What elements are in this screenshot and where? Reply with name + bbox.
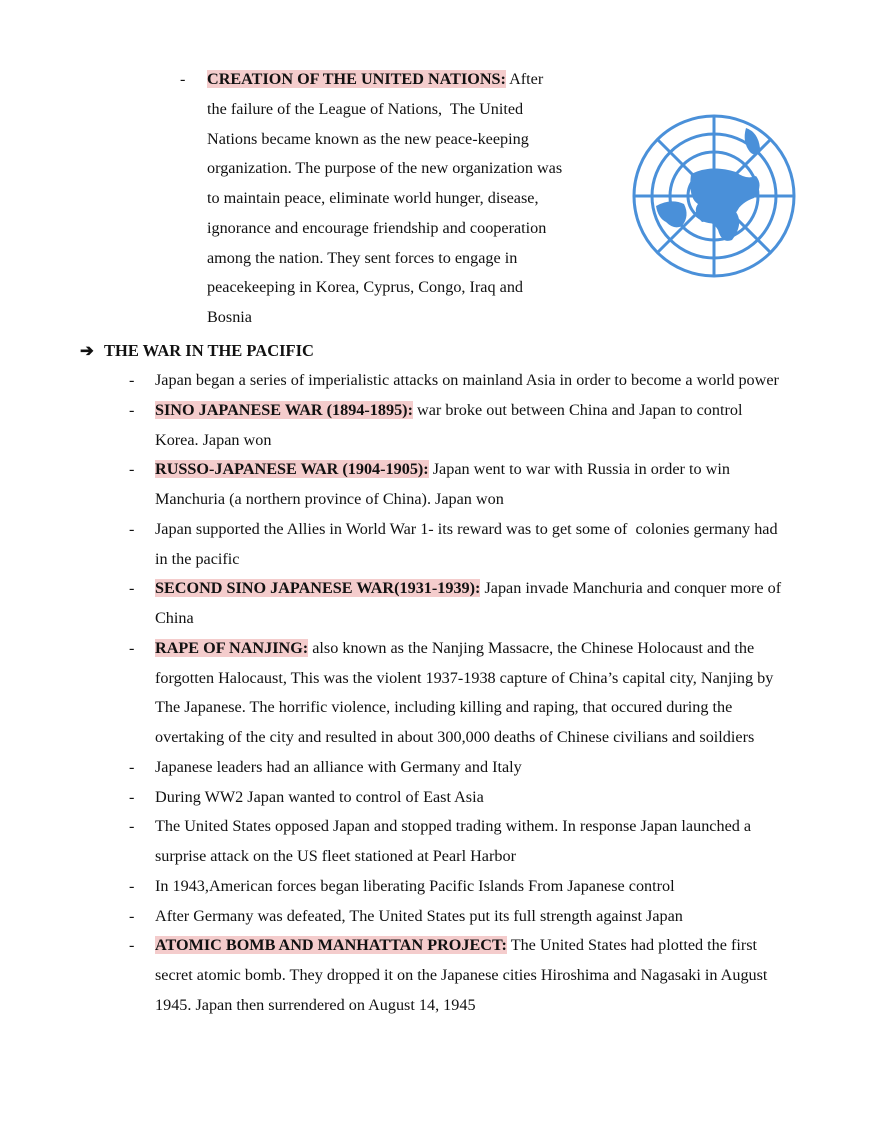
text-line: [0, 545, 880, 575]
line-text: overtaking of the city and resulted in about 300,000 deaths of Chinese civilians and soildiers: [155, 728, 755, 746]
line-text: Japan went to war with Russia in order to win: [428, 460, 730, 479]
list-item: [0, 366, 880, 396]
list-item: [0, 783, 880, 813]
bullet-dash: -: [129, 460, 135, 479]
bullet-dash: -: [129, 817, 135, 836]
line-text: forgotten Halocaust, This was the violent 1937-1938 capture of China’s capital city, Nanjing by: [155, 668, 774, 687]
text-line: [0, 65, 600, 95]
line-text: Japan invade Manchuria and conquer more of: [480, 579, 782, 598]
line-text: Korea. Japan won: [155, 430, 272, 449]
text-line: [0, 426, 880, 456]
bullet-dash: -: [129, 371, 135, 389]
line-text: war broke out between China and Japan to control: [412, 400, 743, 419]
line-text: Nations became known as the new peace-keeping: [207, 129, 529, 148]
text-line: [0, 95, 600, 125]
text-line: [0, 485, 880, 515]
line-text: Japan supported the Allies in World War 1- its reward was to get some of colonies germany had: [155, 519, 778, 538]
text-line: [0, 604, 880, 634]
text-line: [0, 303, 600, 333]
highlighted-term: SINO JAPANESE WAR (1894-1895):: [155, 400, 413, 419]
line-text: The Japanese. The horrific violence, including killing and raping, that occured during the: [155, 698, 733, 717]
text-line: [0, 125, 600, 155]
line-text: surprise attack on the US fleet stationed at Pearl Harbor: [155, 847, 516, 865]
list-item: [0, 574, 880, 634]
line-text: peacekeeping in Korea, Cyprus, Congo, Iraq and: [207, 278, 524, 297]
list-item: [0, 931, 880, 1020]
bullet-dash: -: [129, 757, 135, 776]
line-text: After Germany was defeated, The United States put its full strength against Japan: [155, 906, 683, 925]
bullet-dash: -: [180, 70, 186, 88]
line-text: In 1943,American forces began liberating Pacific Islands From Japanese control: [155, 876, 675, 895]
line-text: During WW2 Japan wanted to control of East Asia: [155, 787, 484, 806]
line-text: 1945. Japan then surrendered on August 14, 1945: [155, 995, 476, 1014]
section-heading-text: THE WAR IN THE PACIFIC: [104, 341, 314, 360]
line-text: in the pacific: [155, 549, 240, 568]
united-nations-emblem-icon: [596, 96, 832, 296]
line-text: organization. The purpose of the new organization was: [207, 159, 563, 178]
line-text: The United States had plotted the first: [506, 936, 758, 955]
text-line: [0, 842, 880, 872]
line-text: Manchuria (a northern province of China). Japan won: [155, 490, 504, 508]
list-item: [0, 396, 880, 456]
line-text: the failure of the League of Nations, The United: [207, 99, 524, 118]
line-text: to maintain peace, eliminate world hunger, disease,: [207, 189, 539, 207]
highlighted-term: RAPE OF NANJING:: [155, 638, 309, 657]
arrow-right-icon: ➔: [80, 341, 94, 360]
bullet-dash: -: [129, 638, 135, 657]
line-text: Bosnia: [207, 308, 252, 326]
line-text: The United States opposed Japan and stopped trading withem. In response Japan launched a: [155, 817, 752, 836]
line-text: also known as the Nanjing Massacre, the Chinese Holocaust and the: [308, 638, 755, 657]
text-line: [0, 723, 880, 753]
text-line: [0, 214, 600, 244]
bullet-dash: -: [129, 579, 135, 598]
line-text: secret atomic bomb. They dropped it on the Japanese cities Hiroshima and Nagasaki in August: [155, 966, 768, 984]
bullet-dash: -: [129, 400, 135, 419]
list-item: [0, 872, 880, 902]
highlighted-term: ATOMIC BOMB AND MANHATTAN PROJECT:: [155, 936, 507, 955]
list-item: [0, 753, 880, 783]
list-item: [0, 515, 880, 575]
text-line: [0, 961, 880, 991]
highlighted-term: SECOND SINO JAPANESE WAR(1931-1939):: [155, 579, 481, 598]
bullet-dash: -: [129, 519, 135, 538]
text-line: [0, 184, 600, 214]
line-text: Japanese leaders had an alliance with Germany and Italy: [155, 757, 522, 776]
un-creation-item: [0, 65, 600, 333]
list-item: [0, 634, 880, 753]
bullet-dash: -: [129, 936, 135, 955]
section-heading: [0, 336, 880, 366]
bullet-dash: -: [129, 906, 135, 925]
highlighted-term: RUSSO-JAPANESE WAR (1904-1905):: [155, 460, 429, 479]
bullet-dash: -: [129, 787, 135, 806]
list-item: [0, 812, 880, 872]
list-item: [0, 902, 880, 932]
text-line: [0, 273, 600, 303]
bullet-dash: -: [129, 876, 135, 895]
line-text: among the nation. They sent forces to engage in: [207, 248, 518, 267]
line-text: ignorance and encourage friendship and cooperation: [207, 218, 547, 237]
line-text: Japan began a series of imperialistic attacks on mainland Asia in order to become a world power: [155, 371, 779, 389]
text-line: [0, 244, 600, 274]
text-line: [0, 991, 880, 1021]
text-line: [0, 664, 880, 694]
line-text: China: [155, 609, 194, 627]
highlighted-term: CREATION OF THE UNITED NATIONS:: [207, 70, 506, 88]
text-line: [0, 154, 600, 184]
text-line: [0, 693, 880, 723]
list-item: [0, 455, 880, 515]
war-in-the-pacific-section: [0, 336, 880, 1021]
line-text: After: [505, 70, 544, 88]
